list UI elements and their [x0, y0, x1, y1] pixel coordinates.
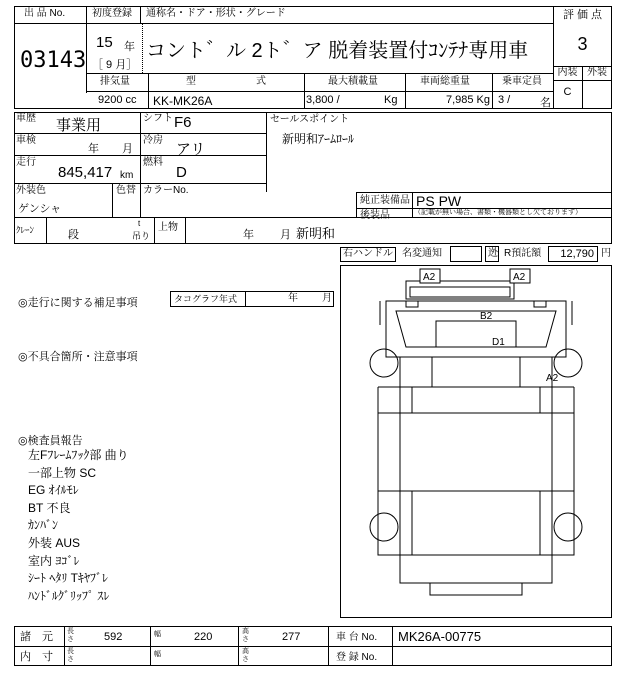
defects-label: ◎不具合箇所・注意事項 — [18, 351, 138, 363]
excess-label: 迯 — [488, 248, 498, 259]
model-code-label: 型 — [186, 76, 196, 87]
model-name: コント゛ル 2ト゛ア 脱着装置付ｺﾝﾃﾅ専用車 — [146, 40, 529, 62]
name-change-box — [450, 246, 482, 262]
max-load-unit: Kg — [384, 94, 398, 106]
displacement: 9200 cc — [98, 94, 137, 106]
interior-dims-label: 内 寸 — [20, 651, 53, 663]
gross-weight: 7,985 Kg — [445, 94, 490, 106]
inspector-line: EG ｵｲﾙﾓﾚ — [28, 483, 79, 498]
excess-box — [485, 246, 499, 262]
inspector-report-label: ◎検査員報告 — [18, 435, 83, 447]
damage-mark-b2: B2 — [480, 311, 493, 322]
max-load: 3,800 / — [306, 94, 340, 106]
inspector-line: 室内 ﾖｺﾞﾚ — [28, 553, 80, 568]
mileage: 845,417 — [58, 164, 113, 181]
exterior-color-label: 外装色 — [16, 185, 46, 196]
body-maker: 新明和 — [296, 226, 336, 241]
crane-stage-label: 段 — [68, 229, 79, 241]
ac: アリ — [176, 141, 206, 158]
wheel-rear-left — [370, 513, 398, 541]
tachograph-label: タコグラフ年式 — [174, 294, 238, 304]
wheel-rear-right — [554, 513, 582, 541]
capacity-label: 乗車定員 — [502, 76, 542, 87]
height: 277 — [282, 631, 301, 643]
inspector-line: ｶﾝﾊﾞﾝ — [28, 518, 59, 533]
damage-mark-d1: D1 — [492, 337, 505, 348]
registration-number-label: 登 録 No. — [336, 652, 378, 663]
damage-mark-a2-left: A2 — [423, 272, 436, 283]
inspector-report — [28, 447, 129, 605]
exterior-color: ゲンシャ — [18, 203, 62, 215]
height-label: 高さ — [242, 628, 249, 643]
mirror-left — [406, 301, 418, 307]
shift-label: シフト — [143, 113, 173, 124]
chassis-label: 車 台 No. — [336, 632, 378, 643]
crane-lift-label: 吊り — [132, 231, 151, 241]
interior-grade: C — [563, 86, 572, 98]
ac-label: 冷房 — [143, 135, 163, 146]
registration-year: 15 — [96, 34, 113, 51]
model-code: KK-MK26A — [153, 94, 213, 108]
yen-label: 円 — [601, 248, 611, 259]
mirror-right — [534, 301, 546, 307]
r-mileage-label: R預託額 — [504, 248, 542, 259]
inspector-line: 左Fﾌﾚｰﾑﾌｯｸ部 曲り — [28, 448, 129, 462]
lot-number: 03143 — [20, 48, 87, 73]
exterior-grade-label: 外装 — [587, 67, 607, 78]
damage-mark-a2-side: A2 — [546, 373, 559, 384]
sales-point: 新明和ｱｰﾑﾛｰﾙ — [282, 132, 355, 146]
interior-grade-label: 内装 — [557, 67, 578, 78]
fuel: D — [176, 164, 187, 181]
cab-roof — [406, 281, 514, 299]
displacement-label: 排気量 — [100, 76, 130, 87]
inspector-line: ﾊﾝﾄﾞﾙｸﾞﾘｯﾌﾟ ｽﾚ — [28, 588, 110, 603]
model-code-label-2: 式 — [256, 76, 266, 87]
cargo-bed — [400, 387, 552, 555]
inspection-year: 年 — [88, 143, 99, 155]
inspection-label: 車検 — [16, 135, 36, 146]
interior-width-label: 幅 — [154, 651, 161, 658]
wheel-front-left — [370, 349, 398, 377]
damage-mark-a2-right: A2 — [513, 272, 526, 283]
body-month: 月 — [280, 229, 291, 241]
model-name-label: 通称名・ドア・形状・グレード — [146, 8, 286, 19]
grade-label: 評 価 点 — [562, 9, 603, 21]
r-amount: 12,790 — [560, 248, 594, 260]
lot-number-label: 出 品 No. — [24, 8, 66, 19]
cab-top — [410, 287, 510, 297]
inspector-line: BT 不良 — [28, 500, 71, 515]
history: 事業用 — [56, 117, 102, 134]
body-year: 年 — [243, 229, 254, 241]
equipment-label: 純正装備品 — [360, 195, 410, 206]
inspector-line: 一部上物 SC — [28, 465, 97, 480]
aftermarket-note: （記載が無い場合、書類・機器類とし欠ております） — [414, 209, 582, 216]
chassis-number: MK26A-00775 — [398, 629, 482, 644]
overall-grade: 3 — [577, 34, 588, 54]
shift: F6 — [174, 114, 192, 131]
equipment: PS PW — [416, 193, 462, 209]
crane-ton-label: t — [138, 219, 141, 228]
rhd-label: 右ハンドル — [343, 248, 393, 259]
color-change-label: 色替 — [116, 185, 136, 196]
inspector-line: 外装 AUS — [28, 535, 81, 550]
truck-diagram — [340, 265, 612, 618]
crane-label: ｸﾚｰﾝ — [16, 225, 35, 235]
mileage-label: 走行 — [16, 157, 36, 168]
first-registration-label: 初度登録 — [92, 8, 132, 19]
cab-body — [386, 301, 566, 357]
width-label: 幅 — [154, 631, 161, 638]
inspector-line: ｼｰﾄ ﾍﾀﾘ Tｷﾔﾌﾞﾚ — [28, 571, 108, 586]
fuel-label: 燃料 — [143, 157, 163, 168]
gross-weight-label: 車両総重量 — [420, 76, 470, 87]
capacity-unit: 名 — [540, 97, 551, 109]
aftermarket-label: 後装品 — [360, 210, 390, 221]
inspection-month: 月 — [122, 143, 133, 155]
registration-year-unit: 年 — [124, 41, 135, 53]
color-code-label: カラーNo. — [143, 185, 189, 196]
interior-height-label: 高さ — [242, 648, 249, 663]
body-label: 上物 — [158, 222, 178, 233]
name-change-label: 名変通知 — [402, 248, 442, 259]
mileage-unit: km — [120, 170, 134, 181]
max-load-label: 最大積載量 — [328, 76, 378, 87]
tachograph-year: 年 — [288, 293, 298, 304]
dimensions-label: 諸 元 — [20, 631, 53, 643]
tachograph-month: 月 — [322, 293, 332, 304]
sales-point-label: セールスポイント — [270, 114, 350, 125]
length-label: 長さ — [67, 628, 74, 643]
width: 220 — [194, 631, 213, 643]
interior-length-label: 長さ — [67, 648, 74, 663]
capacity: 3 / — [498, 94, 511, 106]
driving-notes-label: ◎走行に関する補足事項 — [18, 297, 138, 309]
registration-month: ［ 9 月］ — [92, 59, 138, 71]
history-label: 車歴 — [16, 113, 36, 124]
length: 592 — [104, 631, 123, 643]
